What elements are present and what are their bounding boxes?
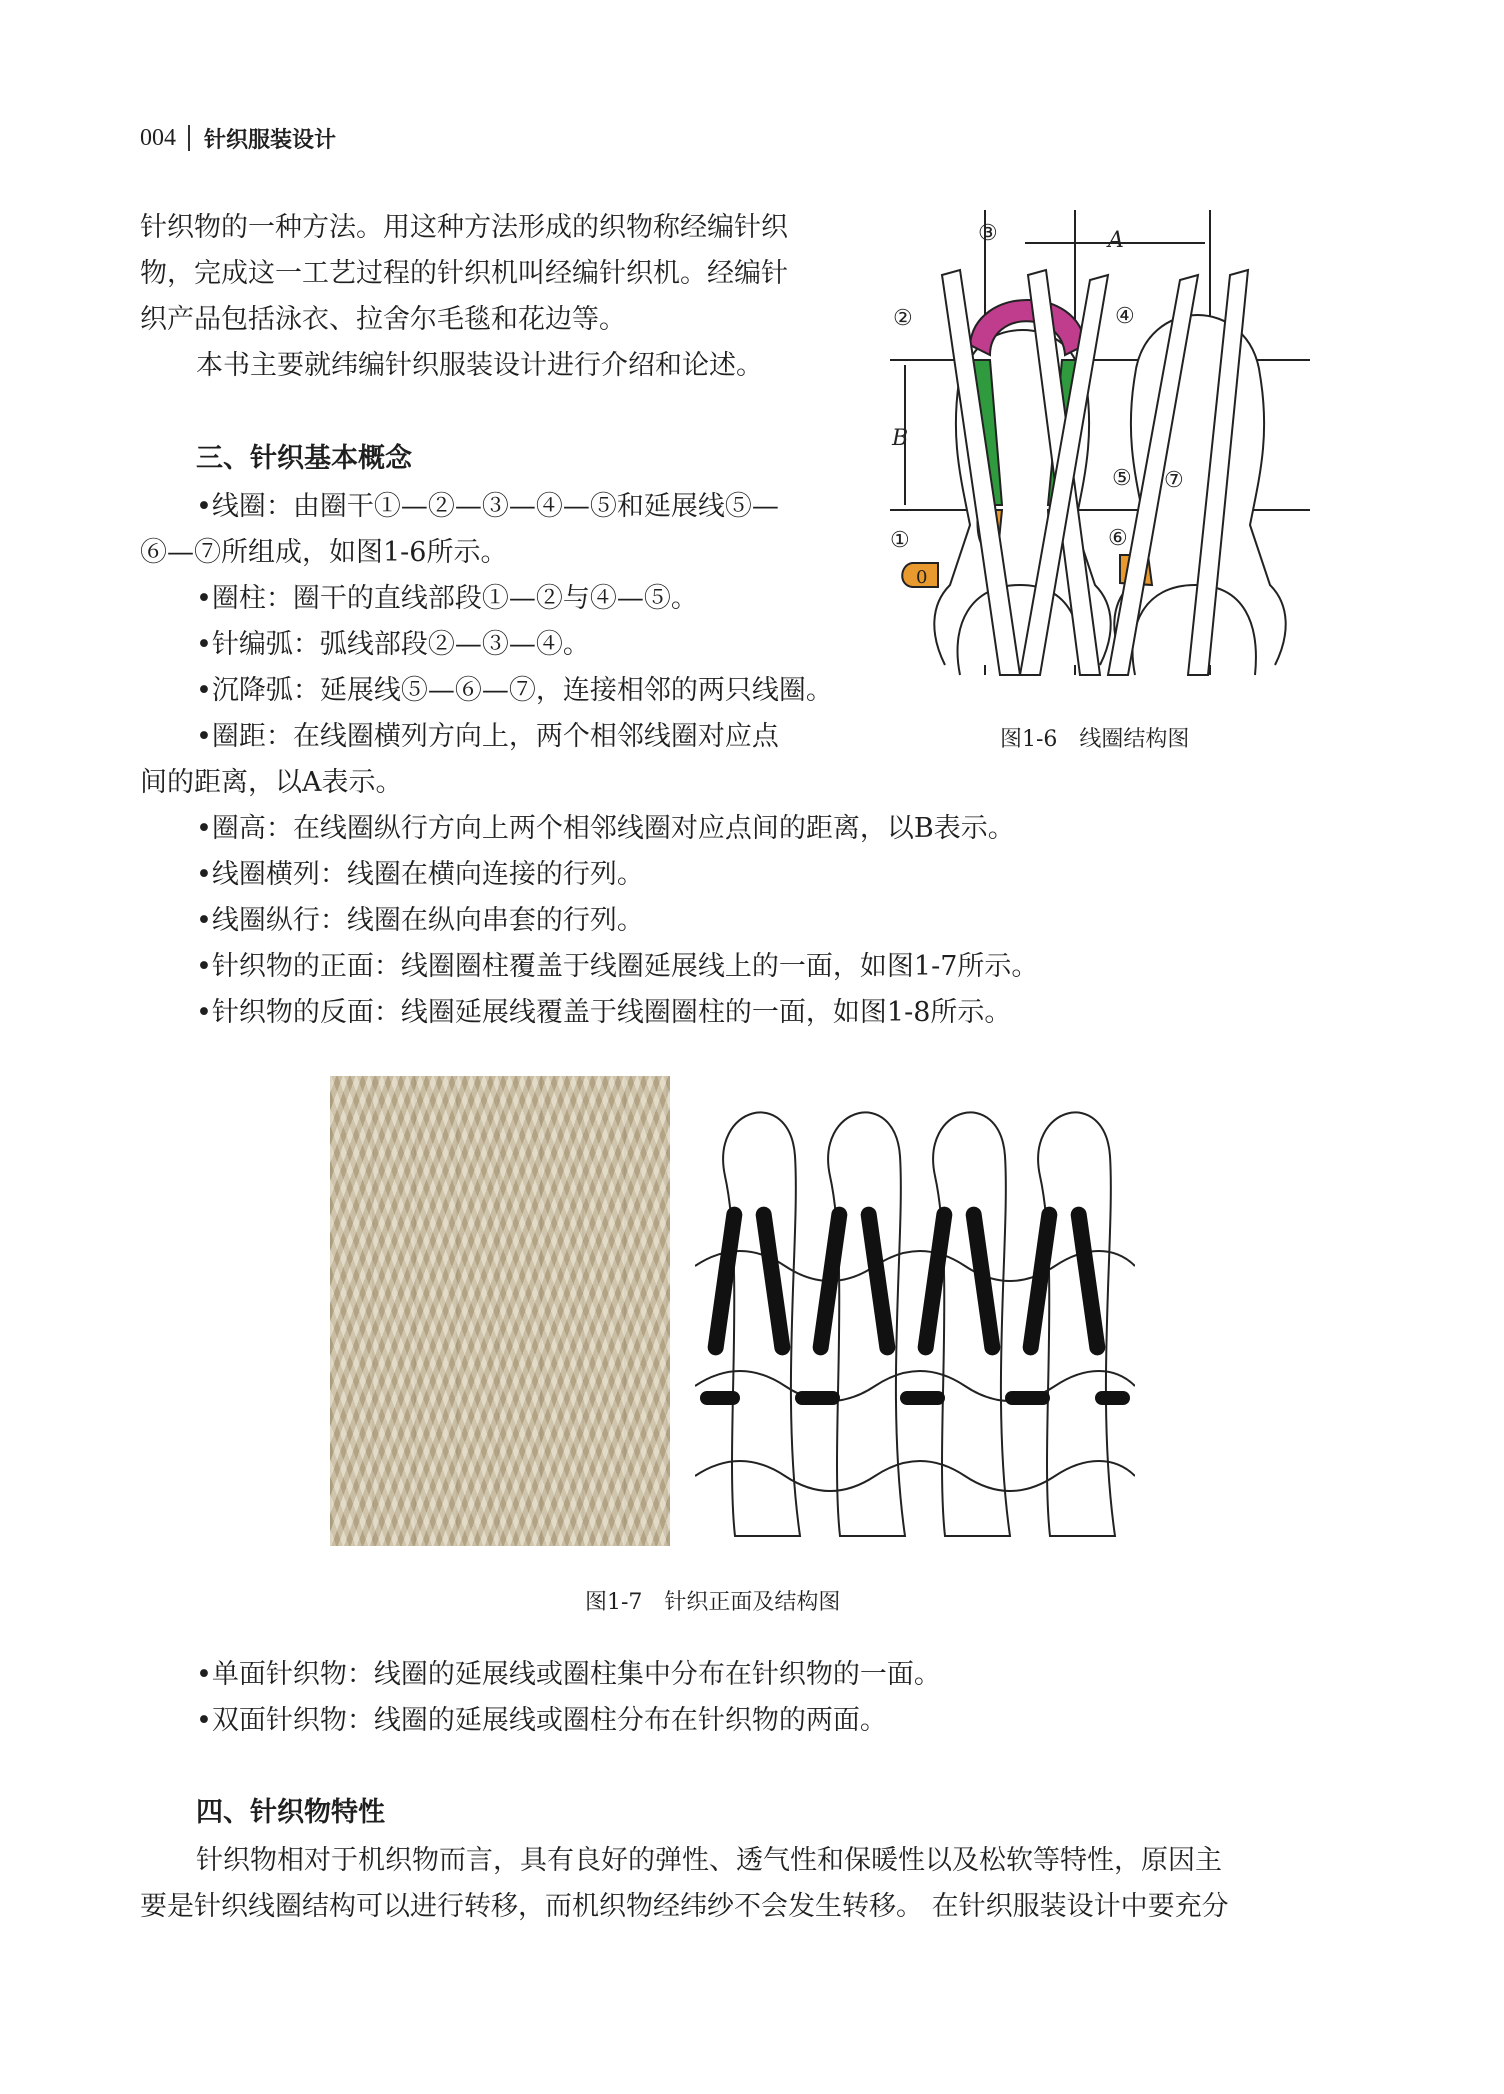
knit-face-photo <box>330 1076 670 1546</box>
page-number: 004 <box>140 124 176 151</box>
label-5: ⑤ <box>1112 466 1132 491</box>
section-3-heading: 三、针织基本概念 <box>196 443 412 474</box>
section-4-heading: 四、针织物特性 <box>196 1797 385 1828</box>
section-4-line-2: 要是针织线圈结构可以进行转移，而机织物经纬纱不会发生转移。 在针织服装设计中要充分 <box>140 1891 1229 1922</box>
label-6: ⑥ <box>1108 526 1128 551</box>
label-1: ① <box>890 528 910 553</box>
bullet-course: •线圈横列：线圈在横向连接的行列。 <box>196 859 644 890</box>
bullet-wale: •线圈纵行：线圈在纵向串套的行列。 <box>196 905 644 936</box>
intro-line-4: 本书主要就纬编针织服装设计进行介绍和论述。 <box>196 350 763 381</box>
bullet-needle-arc: •针编弧：弧线部段②—③—④。 <box>196 629 590 660</box>
intro-line-1: 针织物的一种方法。用这种方法形成的织物称经编针织 <box>140 212 788 243</box>
bullet-loop-line-2: ⑥—⑦所组成，如图1-6所示。 <box>140 537 508 568</box>
bullet-course-height: •圈高：在线圈纵行方向上两个相邻线圈对应点间的距离，以B表示。 <box>196 813 1015 844</box>
figure-1-7-caption: 图1-7 针织正面及结构图 <box>585 1590 841 1615</box>
label-B: B <box>892 426 909 451</box>
book-title: 针织服装设计 <box>204 127 337 153</box>
header-divider <box>188 125 190 151</box>
bullet-face-side: •针织物的正面：线圈圈柱覆盖于线圈延展线上的一面，如图1-7所示。 <box>196 951 1039 982</box>
bullet-double-face: •双面针织物：线圈的延展线或圈柱分布在针织物的两面。 <box>196 1705 887 1736</box>
figure-1-6-caption: 图1-6 线圈结构图 <box>1000 727 1190 752</box>
running-header <box>140 118 336 158</box>
label-zero: 0 <box>916 567 928 588</box>
bullet-single-face: •单面针织物：线圈的延展线或圈柱集中分布在针织物的一面。 <box>196 1659 941 1690</box>
bullet-sinker-arc: •沉降弧：延展线⑤—⑥—⑦，连接相邻的两只线圈。 <box>196 675 833 706</box>
bullet-back-side: •针织物的反面：线圈延展线覆盖于线圈圈柱的一面，如图1-8所示。 <box>196 997 1012 1028</box>
label-A: A <box>1108 228 1124 253</box>
bullet-wale-spacing-line-2: 间的距离，以A表示。 <box>140 767 403 798</box>
bullet-wale-spacing-line-1: •圈距：在线圈横列方向上，两个相邻线圈对应点 <box>196 721 779 752</box>
bullet-pillar: •圈柱：圈干的直线部段①—②与④—⑤。 <box>196 583 698 614</box>
label-7: ⑦ <box>1164 468 1184 493</box>
section-4-line-1: 针织物相对于机织物而言，具有良好的弹性、透气性和保暖性以及松软等特性，原因主 <box>196 1845 1222 1876</box>
intro-line-2: 物，完成这一工艺过程的针织机叫经编针织机。经编针 <box>140 258 788 289</box>
label-4: ④ <box>1115 304 1135 329</box>
bullet-loop-line-1: •线圈：由圈干①—②—③—④—⑤和延展线⑤— <box>196 491 779 522</box>
label-3: ③ <box>978 221 998 246</box>
intro-line-3: 织产品包括泳衣、拉舍尔毛毯和花边等。 <box>140 304 626 335</box>
knit-face-structure-diagram <box>695 1066 1135 1546</box>
loop-structure-diagram <box>890 205 1330 685</box>
label-2: ② <box>893 306 913 331</box>
